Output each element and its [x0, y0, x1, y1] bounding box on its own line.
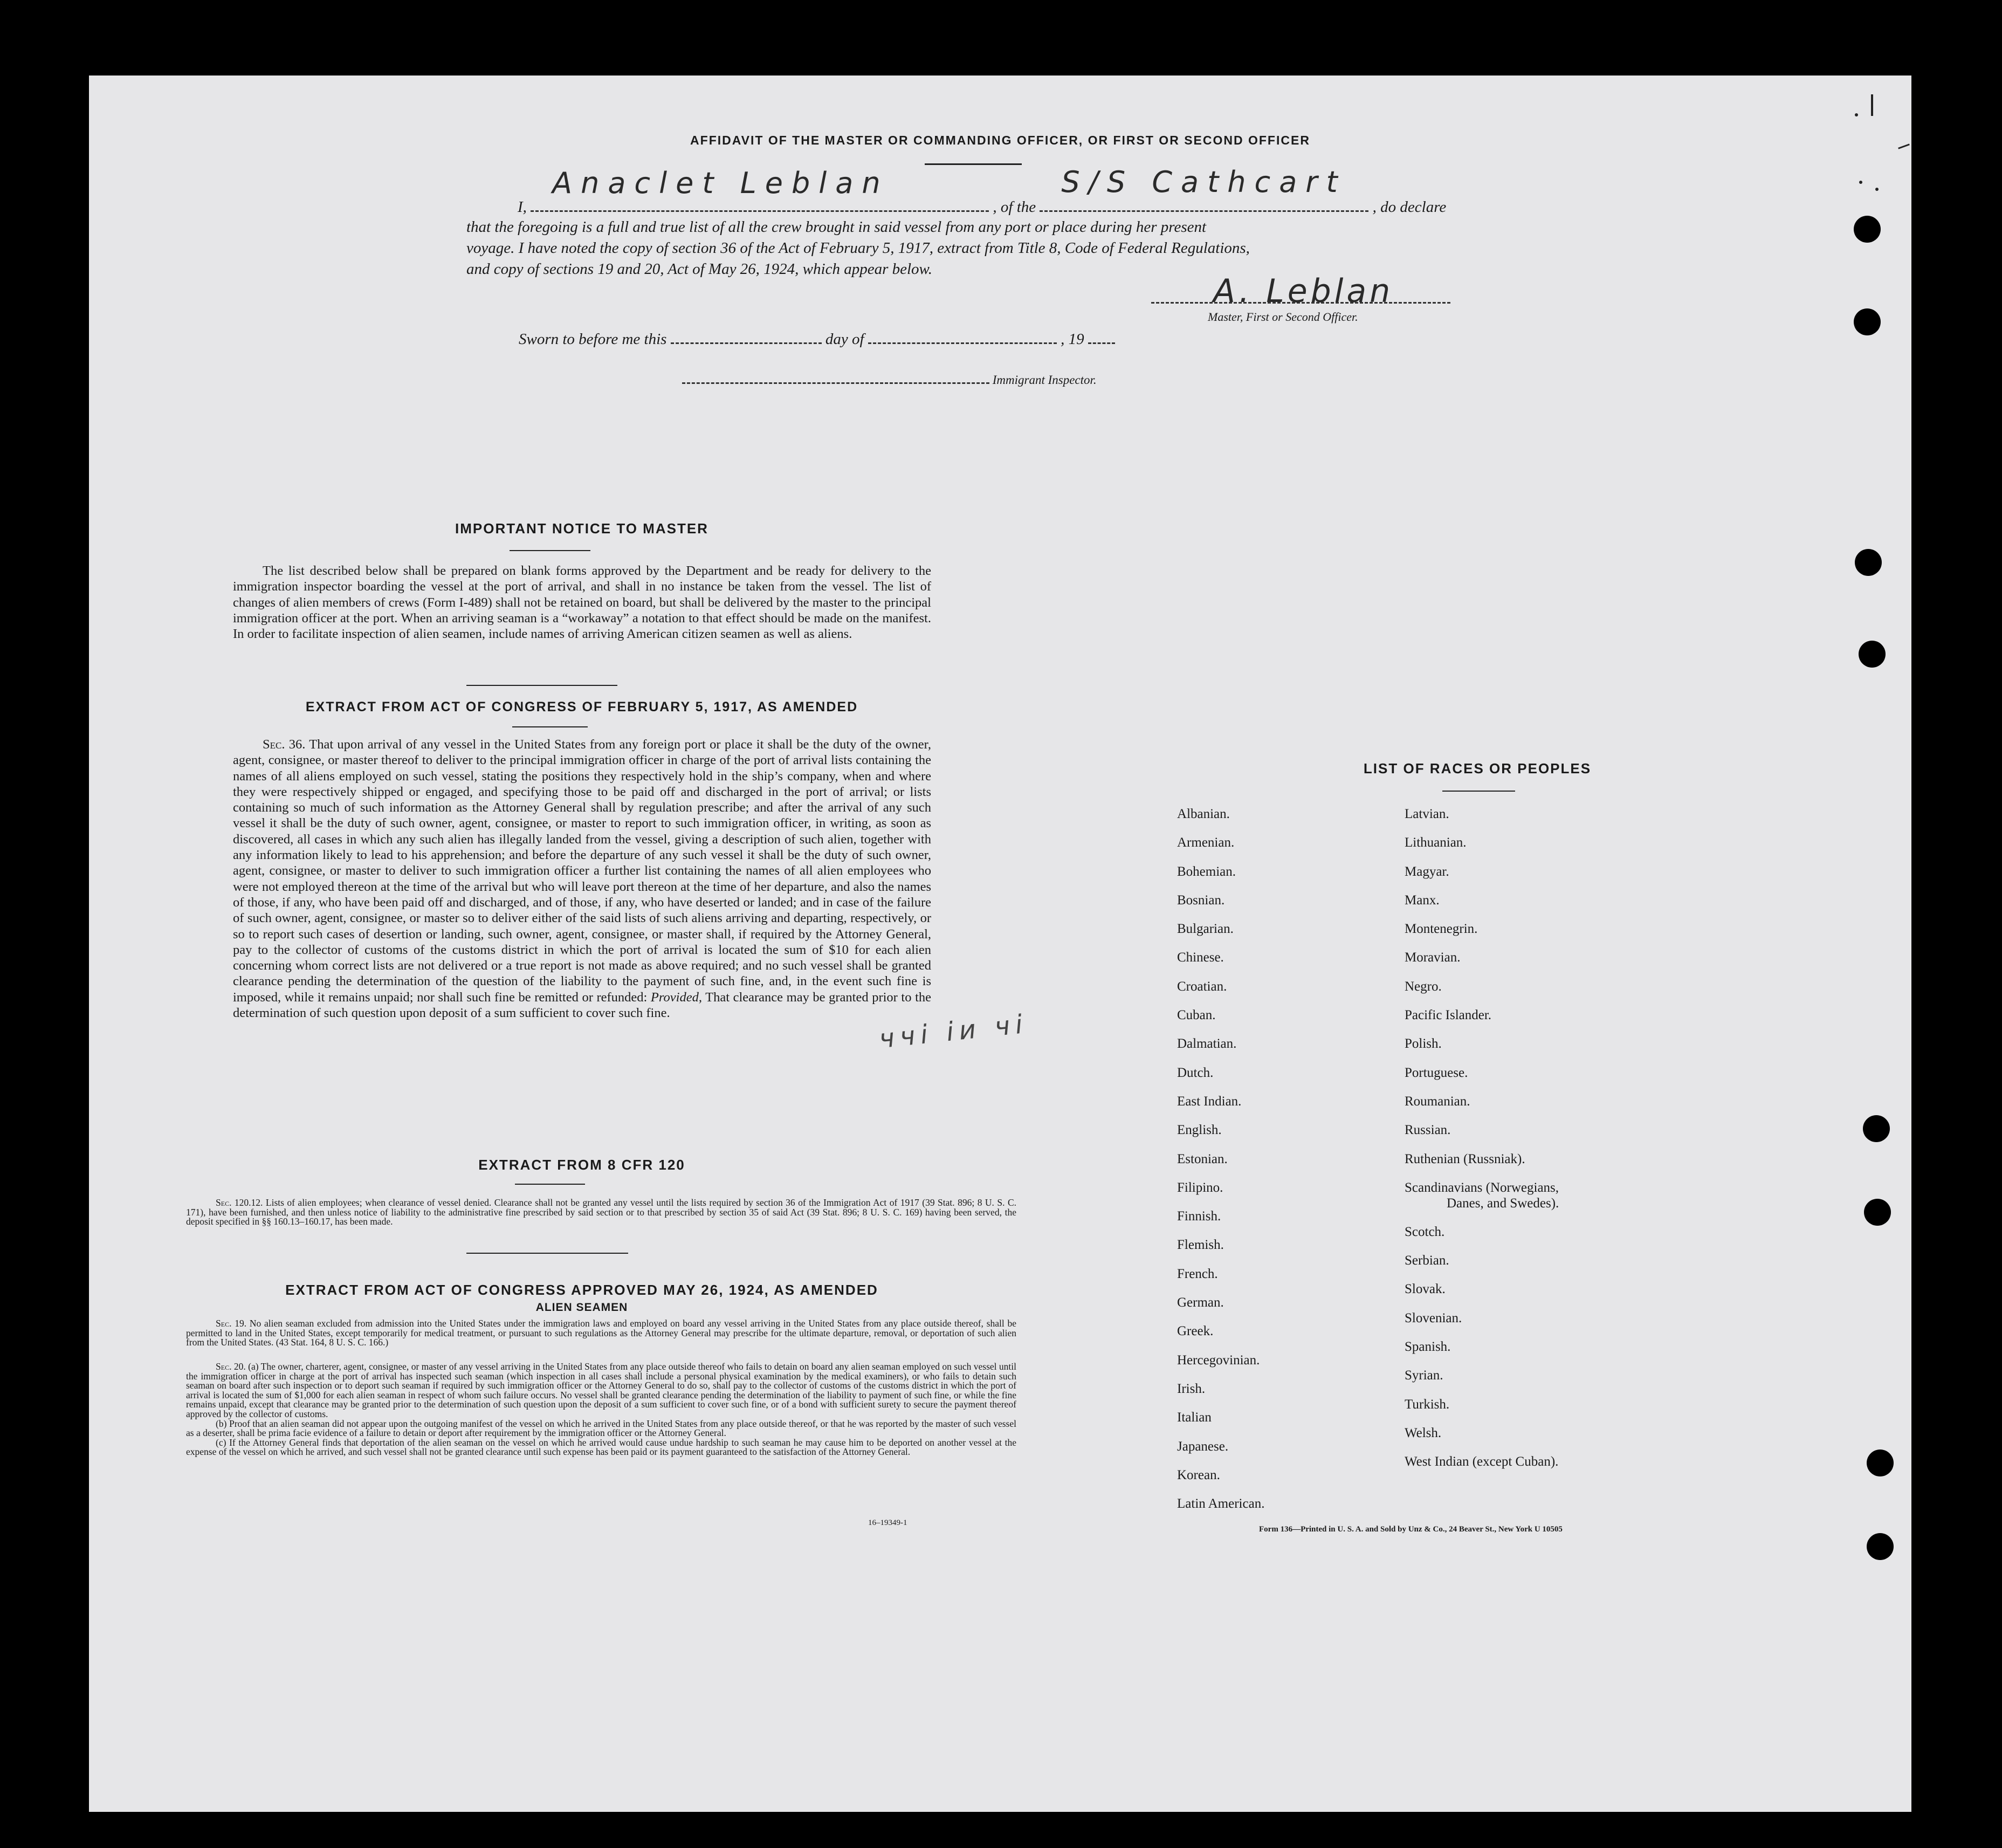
- race-item: English.: [1177, 1123, 1222, 1138]
- binder-hole: [1859, 641, 1886, 668]
- sec-36-end: That clearance may be granted prior to the determination of such question upon deposit of a sum sufficient to cover such fine.: [233, 990, 931, 1021]
- race-item: Bohemian.: [1177, 864, 1236, 879]
- races-rule: [1442, 791, 1515, 792]
- race-item: Pacific Islander.: [1405, 1008, 1492, 1023]
- race-item: Flemish.: [1177, 1238, 1224, 1253]
- races-heading: LIST OF RACES OR PEOPLES: [1363, 760, 1592, 777]
- cfr-rule: [515, 1184, 585, 1185]
- race-item: Korean.: [1177, 1467, 1220, 1482]
- race-item: Slovenian.: [1405, 1310, 1462, 1325]
- vessel-name: S/S Cathcart: [1061, 165, 1346, 199]
- scan-mark: [1871, 94, 1873, 116]
- races-column-left: [1177, 800, 1393, 1518]
- race-item: Lithuanian.: [1405, 835, 1467, 850]
- declaration-line-3: voyage. I have noted the copy of section 36 of the Act of February 5, 1917, extract from Title 8, Code of Federal Regulations,: [466, 239, 1250, 257]
- binder-hole: [1854, 216, 1881, 243]
- extract-1917-heading: EXTRACT FROM ACT OF CONGRESS OF FEBRUARY 5, 1917, AS AMENDED: [305, 699, 858, 715]
- declaration-line-2: that the foregoing is a full and true list of all the crew brought in said vessel from any port or place during her present: [466, 218, 1207, 236]
- race-item: Dalmatian.: [1177, 1036, 1237, 1052]
- race-item: Ruthenian (Russniak).: [1405, 1151, 1525, 1166]
- race-item: East Indian.: [1177, 1094, 1242, 1109]
- race-item: Latvian.: [1405, 807, 1449, 821]
- race-item: Magyar.: [1405, 864, 1449, 879]
- inspector-signature-field: [682, 382, 989, 384]
- sworn-year-field: [1088, 342, 1115, 344]
- race-item: Estonian.: [1177, 1151, 1228, 1166]
- race-item: Chinese.: [1177, 950, 1224, 965]
- race-item: Bulgarian.: [1177, 922, 1234, 937]
- notice-heading: IMPORTANT NOTICE TO MASTER: [455, 520, 708, 537]
- race-item: Greek.: [1177, 1324, 1214, 1339]
- notice-text: The list described below shall be prepared on blank forms approved by the Department and be ready for delivery to the immigration inspector boarding the vessel at the port of arrival, and shall in no instance be taken from the vessel. The list of changes of alien members of crews (Form I-489) shall not be retained on board, but shall be delivered by the master to the principal immigration officer at the port. When an arriving seaman is a “workaway” a notation to that effect should be made on the manifest. In order to facilitate inspection of alien seamen, include names of arriving American citizen seamen as well as aliens.: [233, 564, 931, 642]
- margin-scrawl: ччі іи чі: [877, 1008, 1029, 1055]
- race-item: Roumanian.: [1405, 1094, 1470, 1109]
- race-item: Polish.: [1405, 1036, 1442, 1052]
- binder-hole: [1854, 308, 1881, 335]
- extract-1917-text: [233, 737, 931, 1021]
- race-item: Danes, and Swedes).: [1447, 1196, 1559, 1211]
- sec-20-block: [186, 1362, 1016, 1457]
- race-item: Spanish.: [1405, 1339, 1451, 1355]
- race-item: Scandinavians (Norwegians,: [1405, 1180, 1559, 1195]
- binder-hole: [1864, 1199, 1891, 1226]
- race-item: Dutch.: [1177, 1065, 1214, 1080]
- sec-36-body: That upon arrival of any vessel in the United States from any foreign port or place it shall be the duty of the owner, agent, consignee, or master thereof to deliver to the principal immigration officer in charge of the port of arrival lists containing the names of all aliens employed on such vessel, stating the positions they respectively hold in the ship’s company, when and where they were respectively shipped or engaged, and specifying those to be paid off and discharged in the port of arrival; or lists containing so much of such information as the Attorney General shall by regulation prescribe; and after the arrival of any such vessel it shall be the duty of such owner, agent, consignee, or master to report to such immigration officer, in writing, as soon as discovered, all cases in which any such alien has illegally landed from the vessel, giving a description of such alien, together with any information likely to lead to his apprehension; and before the departure of any such vessel it shall be the duty of such owner, agent, consignee, or master to deliver to such immigration officer a further list containing the names of all alien employees who were not employed thereon at the time of the arrival but who will leave port thereon at the time of her departure, and also the names of those, if any, who have been paid off and discharged, and of those, if any, who have deserted or landed; and in case of the failure of such owner, agent, consignee, or master so to deliver either of the said lists of such aliens arriving and departing, respectively, or so to report such cases of desertion or landing, such owner, agent, consignee, or master shall, if required by the Attorney General, pay to the collector of customs of the customs district in which the port of arrival is located the sum of $10 for each alien concerning whom correct lists are not delivered or a true report is not made as above required; and no such vessel shall be granted clearance pending the determination of the question of the liability to the payment of such fine, and, in the event such fine is imposed, while it remains unpaid; nor shall such fine be remitted or refunded:: [233, 737, 931, 1005]
- sworn-month-field: [868, 342, 1057, 344]
- race-item: Montenegrin.: [1405, 922, 1478, 937]
- races-column-right: [1405, 800, 1685, 1476]
- signature-caption: Master, First or Second Officer.: [1208, 310, 1358, 324]
- declaration-i: I,: [518, 198, 527, 216]
- sworn-day-of: day of: [825, 331, 864, 348]
- race-item: Moravian.: [1405, 950, 1461, 965]
- sec-20c: (c) If the Attorney General finds that deportation of the alien seaman on the vessel on which he arrived would cause undue hardship to such seaman he may cause him to be deported on another vessel at the expense of the vessel on which he arrived, and such vessel shall not be granted clearance until such expense has been paid or its payment guaranteed to the satisfaction of the Attorney General.: [186, 1437, 1016, 1458]
- master-name-field: [531, 166, 989, 212]
- extract-1924-heading: EXTRACT FROM ACT OF CONGRESS APPROVED MAY 26, 1924, AS AMENDED: [285, 1282, 878, 1298]
- race-item: Turkish.: [1405, 1397, 1450, 1412]
- race-item: Finnish.: [1177, 1209, 1221, 1224]
- vessel-name-field: [1040, 165, 1368, 212]
- sworn-line: [519, 329, 1274, 350]
- race-item: Italian: [1177, 1410, 1212, 1425]
- race-item: Hercegovinian.: [1177, 1352, 1260, 1368]
- sec-20b: (b) Proof that an alien seaman did not appear upon the outgoing manifest of the vessel on which he arrived in the United States from any place outside thereof, or that he was reported by the master of such vessel as a deserter, shall be prima facie evidence of a failure to detain or deport after requirement by the immigration officer or the Attorney General.: [186, 1418, 1016, 1439]
- binder-hole: [1867, 1533, 1894, 1560]
- race-item: Negro.: [1405, 979, 1442, 994]
- race-item: Serbian.: [1405, 1253, 1449, 1268]
- declaration-line-4: and copy of sections 19 and 20, Act of May 26, 1924, which appear below.: [466, 260, 932, 278]
- race-item: Japanese.: [1177, 1439, 1229, 1454]
- notice-rule: [510, 550, 590, 551]
- document-page: [89, 75, 1911, 1812]
- race-item: Bosnian.: [1177, 892, 1225, 908]
- race-item: Slovak.: [1405, 1282, 1446, 1297]
- scan-mark: [1859, 181, 1862, 184]
- race-item: Russian.: [1405, 1123, 1451, 1138]
- printer-footer: Form 136—Printed in U. S. A. and Sold by Unz & Co., 24 Beaver St., New York U 10505: [1259, 1525, 1563, 1534]
- inspector-line: [682, 369, 1221, 390]
- sec-19-label: Sec. 19.: [216, 1318, 247, 1329]
- extract-1917-rule: [512, 726, 588, 727]
- race-item: French.: [1177, 1266, 1218, 1281]
- sec-36-label: Sec. 36.: [263, 737, 306, 752]
- sec-20-label: Sec. 20.: [216, 1361, 246, 1372]
- race-item: Irish.: [1177, 1381, 1206, 1396]
- race-item: Manx.: [1405, 892, 1440, 908]
- affidavit-heading: AFFIDAVIT OF THE MASTER OR COMMANDING OFFICER, OR FIRST OR SECOND OFFICER: [690, 133, 1310, 147]
- race-item: Latin American.: [1177, 1496, 1265, 1512]
- sec-120-body: Lists of alien employees; when clearance of vessel denied. Clearance shall not be granted any vessel until the lists required by section 36 of the Immigration Act of 1917 (39 Stat. 896; 8 U. S. C. 171), have been furnished, and then unless notice of liability to the administrative fine prescribed by said section or to that prescribed by section 35 of said Act (39 Stat. 896; 8 U. S. C. 169) having been served, the deposit specified in §§ 160.13–160.17, has been made.: [186, 1197, 1017, 1227]
- sec-20a-body: (a) The owner, charterer, agent, consignee, or master of any vessel arriving in the United States from any place outside thereof who fails to detain on board any alien seaman employed on such vessel until the immigration officer in charge at the port of arrival has inspected such seaman (which inspection in all cases shall include a personal physical examination by the medical examiners), or who fails to detain such seaman on board after such inspection or to deport such seaman if required by such immigration officer or the Attorney General to do so, shall pay to the collector of customs of the customs district in which the port of arrival is located the sum of $1,000 for each alien seaman in respect of whom such failure occurs. No vessel shall be granted clearance pending the determination of the liability to payment of such fine, or while the fine remains unpaid, except that clearance may be granted prior to the determination of such question upon the deposit of a sum sufficient to cover such fine, or of a bond with sufficient surety to secure the payment thereof approved by the collector of customs.: [186, 1361, 1016, 1419]
- declaration-do-declare: , do declare: [1372, 198, 1447, 216]
- scan-mark: [1875, 188, 1879, 191]
- race-item: Syrian.: [1405, 1368, 1443, 1383]
- extract-1924-subheading: ALIEN SEAMEN: [535, 1301, 628, 1314]
- sec-20a: [186, 1362, 1016, 1419]
- binder-hole: [1863, 1115, 1890, 1142]
- sec-36-provided: Provided,: [650, 990, 702, 1005]
- form-code: 16–19349-1: [868, 1519, 907, 1527]
- binder-hole: [1855, 549, 1882, 576]
- race-item: Croatian.: [1177, 979, 1227, 994]
- sec-120-label: Sec. 120.12.: [216, 1197, 263, 1208]
- sworn-prefix: Sworn to before me this: [519, 331, 667, 348]
- sworn-day-field: [671, 342, 822, 344]
- race-item: Armenian.: [1177, 835, 1235, 850]
- race-item: West Indian (except Cuban).: [1405, 1454, 1559, 1469]
- declaration-of-the: , of the: [993, 198, 1036, 216]
- cfr-end-rule: [466, 1253, 628, 1254]
- cfr-heading: EXTRACT FROM 8 CFR 120: [478, 1157, 685, 1173]
- race-item: German.: [1177, 1295, 1224, 1310]
- cfr-text: [186, 1198, 1016, 1227]
- race-item: Welsh.: [1405, 1425, 1442, 1440]
- sec-19-body: No alien seaman excluded from admission into the United States under the immigration laws and employed on board any vessel arriving in the United States from any place outside thereof, shall be permitted to land in the United States, except temporarily for medical treatment, or pursuant to such regulations as the Attorney General may prescribe for the ultimate departure, removal, or deportation of such alien from the United States. (43 Stat. 164, 8 U. S. C. 166.): [186, 1318, 1016, 1348]
- signature: A. Leblan: [1213, 272, 1394, 310]
- master-name: Anaclet Leblan: [552, 166, 889, 200]
- race-item: Albanian.: [1177, 807, 1230, 821]
- scan-mark: [1855, 113, 1858, 116]
- sworn-year: , 19: [1061, 331, 1084, 348]
- race-item: Portuguese.: [1405, 1065, 1468, 1080]
- notice-end-rule: [466, 685, 617, 686]
- race-item: Scotch.: [1405, 1224, 1445, 1239]
- binder-hole: [1867, 1449, 1894, 1476]
- inspector-caption: Immigrant Inspector.: [992, 373, 1097, 387]
- sec-19-text: [186, 1319, 1016, 1348]
- heading-rule: [925, 163, 1022, 165]
- race-item: Cuban.: [1177, 1008, 1216, 1023]
- race-item: Filipino.: [1177, 1180, 1223, 1195]
